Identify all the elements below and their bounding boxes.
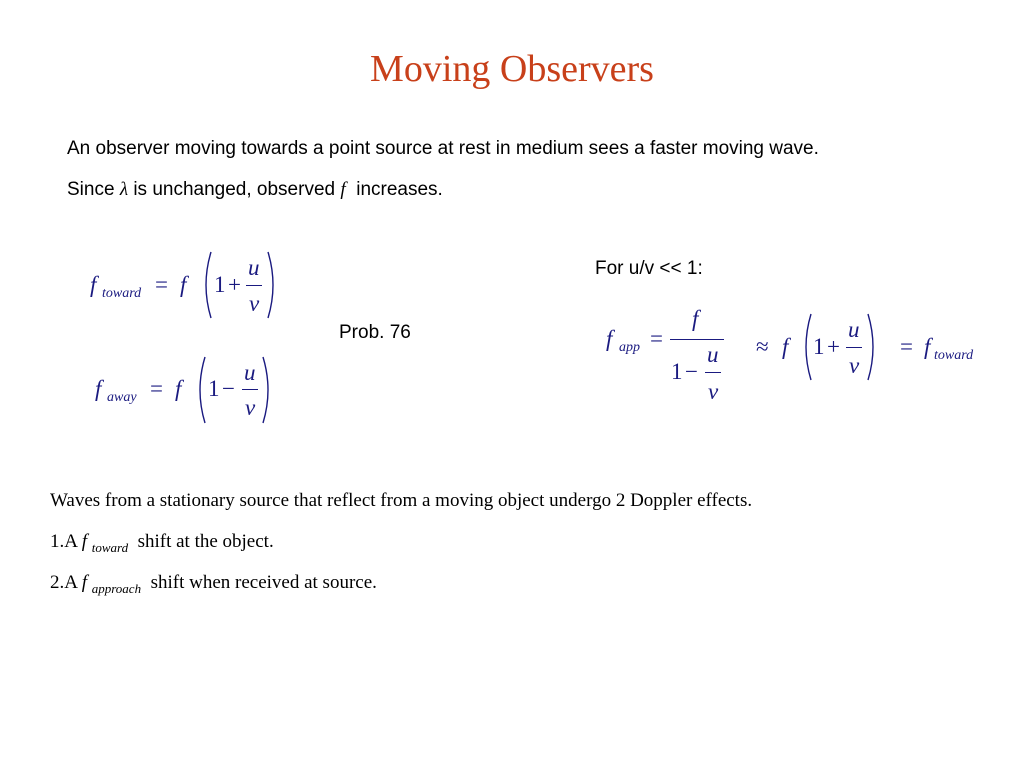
left-paren [799, 312, 813, 382]
frequency-symbol: f [340, 179, 346, 200]
intro-line-2 [67, 178, 443, 202]
fraction-bar [242, 389, 258, 390]
away-minus: − [222, 376, 235, 401]
page-title: Moving Observers [370, 48, 654, 90]
app-den-minus: − [685, 359, 698, 384]
item-1-suffix: shift at the object. [137, 531, 274, 552]
item-2-sub: approach [91, 581, 142, 596]
app-one: 1 [813, 334, 825, 359]
app-plus: + [827, 334, 840, 359]
approx-symbol: ≈ [756, 334, 769, 359]
app-den-v: v [708, 379, 719, 404]
equation-f-toward [90, 248, 290, 328]
right-paren [866, 312, 880, 382]
intro-middle: is unchanged, observed [133, 179, 336, 200]
away-one: 1 [208, 376, 220, 401]
app-rhs-sub: toward [934, 348, 974, 363]
item-1-f: f [81, 531, 87, 552]
fraction-bar [246, 285, 262, 286]
equation-f-away [95, 355, 295, 435]
list-item-1 [50, 530, 274, 555]
app-f: f [782, 334, 789, 359]
away-lhs-f: f [95, 376, 102, 401]
away-num-u: u [244, 360, 256, 385]
app-rhs-f: f [924, 334, 931, 359]
app-equals-2: = [900, 334, 913, 359]
app-v: v [849, 353, 860, 378]
toward-den-v: v [249, 291, 260, 316]
toward-equals: = [155, 272, 168, 297]
away-lhs-sub: away [107, 390, 137, 405]
toward-one: 1 [214, 272, 226, 297]
item-1-prefix: 1.A [50, 531, 77, 552]
app-den-u: u [707, 342, 719, 367]
lambda-symbol: λ [119, 179, 129, 200]
reflection-description: Waves from a stationary source that reflect from a moving object undergo 2 Doppler effects. [50, 490, 753, 511]
app-equals: = [650, 326, 663, 351]
approx-condition-label: For u/v << 1: [595, 258, 703, 279]
left-paren [193, 355, 207, 425]
toward-lhs-sub: toward [102, 286, 142, 301]
toward-lhs-f: f [90, 272, 97, 297]
away-f: f [175, 376, 182, 401]
app-num-f: f [692, 306, 699, 331]
item-1-sub: toward [91, 540, 129, 555]
fraction-bar [846, 347, 862, 348]
item-2-prefix: 2.A [50, 572, 77, 593]
intro-suffix: increases. [356, 179, 443, 200]
app-lhs-sub: app [619, 340, 640, 355]
item-2-f: f [81, 572, 87, 593]
problem-reference: Prob. 76 [339, 322, 411, 343]
equation-f-app [606, 305, 986, 410]
app-den-one: 1 [671, 359, 683, 384]
inner-fraction-bar [705, 372, 721, 373]
away-den-v: v [245, 395, 256, 420]
toward-num-u: u [248, 255, 260, 280]
away-equals: = [150, 376, 163, 401]
list-item-2 [50, 571, 377, 596]
app-u: u [848, 317, 860, 342]
right-paren [261, 355, 275, 425]
item-2-suffix: shift when received at source. [150, 572, 377, 593]
intro-since: Since [67, 179, 115, 200]
intro-line-1: An observer moving towards a point source at rest in medium sees a faster moving wave. [67, 138, 819, 159]
main-fraction-bar [670, 339, 724, 340]
toward-f: f [180, 272, 187, 297]
app-lhs-f: f [606, 326, 613, 351]
left-paren [199, 250, 213, 320]
toward-plus: + [228, 272, 241, 297]
right-paren [266, 250, 280, 320]
